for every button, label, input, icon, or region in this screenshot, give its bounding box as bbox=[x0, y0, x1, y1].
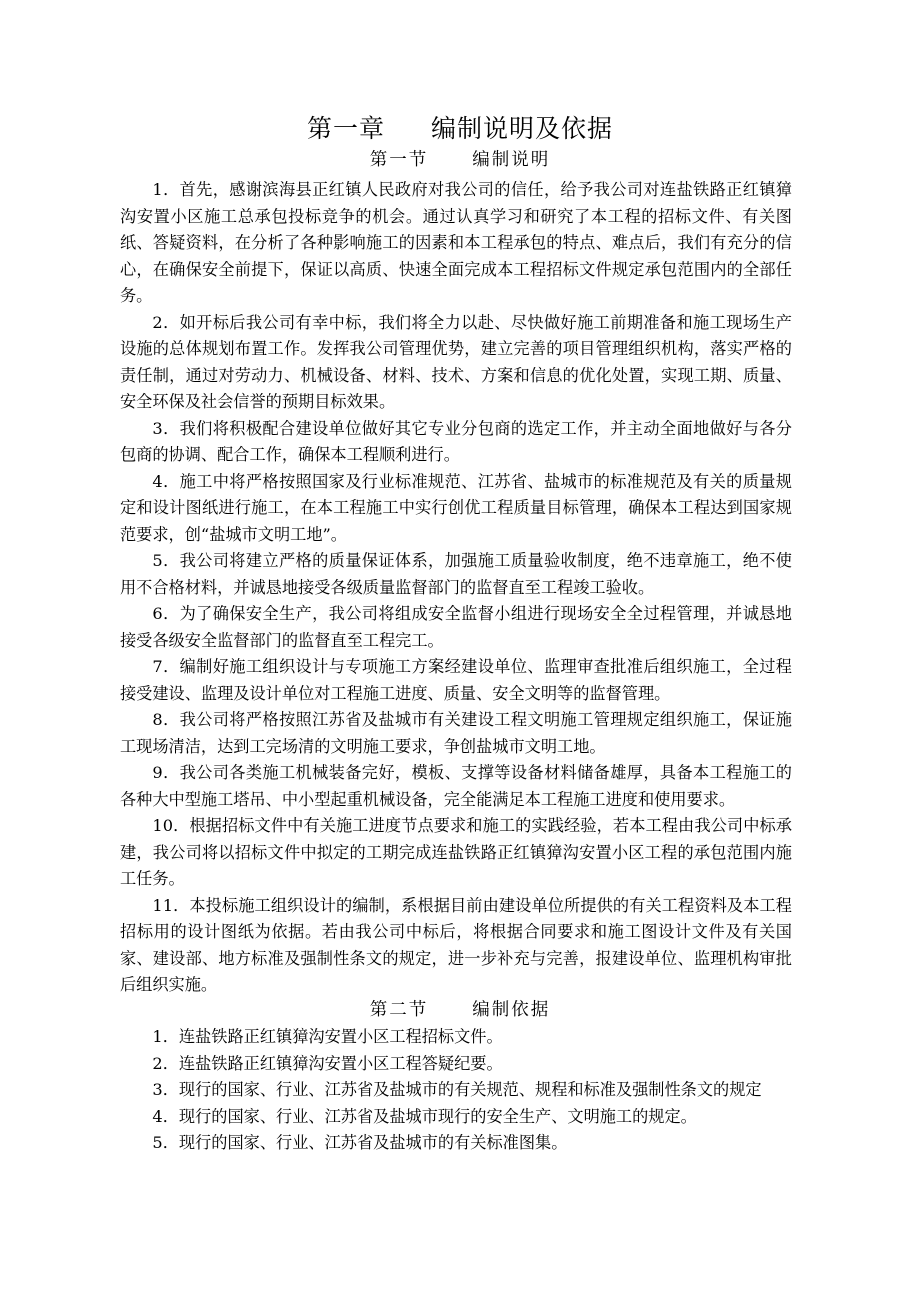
basis-item-2: 2．连盐铁路正红镇獐沟安置小区工程答疑纪要。 bbox=[152, 1053, 503, 1073]
paragraph-5: 5．我公司将建立严格的质量保证体系，加强施工质量验收制度，绝不违章施工，绝不使用不合格材料，并诚恳地接受各级质量监督部门的监督直至工程竣工验收。 bbox=[120, 551, 792, 597]
chapter-number: 第一章 bbox=[306, 114, 385, 143]
section-2-number: 第二节 bbox=[369, 1000, 429, 1020]
basis-item-5: 5．现行的国家、行业、江苏省及盐城市的有关标准图集。 bbox=[152, 1133, 568, 1152]
paragraph-11: 11．本投标施工组织设计的编制，系根据目前由建设单位所提供的有关工程资料及本工程招标用的设计图纸为依据。若由我公司中标后，将根据合同要求和施工图设计文件及有关国家、建设部、地方标准及强制性条文的规定，进一步补充与完善，报建设单位、监理机构审批后组织实施。 bbox=[120, 895, 792, 994]
chapter-title bbox=[0, 111, 920, 147]
section-1-body bbox=[120, 177, 792, 999]
paragraph-6: 6．为了确保安全生产，我公司将组成安全监督小组进行现场安全全过程管理，并诚恳地接受各级安全监督部门的监督直至工程完工。 bbox=[120, 604, 792, 650]
paragraph-10: 10．根据招标文件中有关施工进度节点要求和施工的实践经验，若本工程由我公司中标承建，我公司将以招标文件中拟定的工期完成连盐铁路正红镇獐沟安置小区工程的承包范围内施工任务。 bbox=[120, 816, 792, 888]
paragraph-8: 8．我公司将严格按照江苏省及盐城市有关建设工程文明施工管理规定组织施工，保证施工现场清洁，达到工完场清的文明施工要求，争创盐城市文明工地。 bbox=[120, 710, 792, 756]
paragraph-9: 9．我公司各类施工机械装备完好，模板、支撑等设备材料储备雄厚，具备本工程施工的各种大中型施工塔吊、中小型起重机械设备，完全能满足本工程施工进度和使用要求。 bbox=[120, 763, 792, 809]
chapter-name: 编制说明及依据 bbox=[431, 114, 614, 143]
paragraph-7: 7．编制好施工组织设计与专项施工方案经建设单位、监理审查批准后组织施工，全过程接受建设、监理及设计单位对工程施工进度、质量、安全文明等的监督管理。 bbox=[120, 657, 792, 703]
basis-item-1: 1．连盐铁路正红镇獐沟安置小区工程招标文件。 bbox=[152, 1027, 503, 1046]
section-1-title bbox=[0, 147, 920, 173]
section-1-name: 编制说明 bbox=[472, 150, 551, 170]
paragraph-2: 2．如开标后我公司有幸中标，我们将全力以赴、尽快做好施工前期准备和施工现场生产设施的总体规划布置工作。发挥我公司管理优势，建立完善的项目管理组织机构，落实严格的责任制，通过对劳动力、机械设备、材料、技术、方案和信息的优化处置，实现工期、质量、安全环保及社会信誉的预期目标效果。 bbox=[120, 312, 792, 411]
section-2-title bbox=[0, 997, 920, 1023]
paragraph-3: 3．我们将积极配合建设单位做好其它专业分包商的选定工作，并主动全面地做好与各分包商的协调、配合工作，确保本工程顺利进行。 bbox=[120, 418, 792, 464]
basis-item-4: 4．现行的国家、行业、江苏省及盐城市现行的安全生产、文明施工的规定。 bbox=[152, 1106, 697, 1126]
section-2-body bbox=[120, 1024, 792, 1157]
basis-item-3: 3．现行的国家、行业、江苏省及盐城市的有关规范、规程和标准及强制性条文的规定 bbox=[152, 1080, 762, 1099]
section-2-name: 编制依据 bbox=[472, 1000, 551, 1020]
paragraph-4: 4．施工中将严格按照国家及行业标准规范、江苏省、盐城市的标准规范及有关的质量规定和设计图纸进行施工，在本工程施工中实行创优工程质量目标管理，确保本工程达到国家规范要求，创“盐城市文明工地”。 bbox=[120, 471, 792, 544]
paragraph-1: 1．首先，感谢滨海县正红镇人民政府对我公司的信任，给予我公司对连盐铁路正红镇獐沟安置小区施工总承包投标竞争的机会。通过认真学习和研究了本工程的招标文件、有关图纸、答疑资料，在分析了各种影响施工的因素和本工程承包的特点、难点后，我们有充分的信心，在确保安全前提下，保证以高质、快速全面完成本工程招标文件规定承包范围内的全部任务。 bbox=[120, 180, 792, 305]
section-1-number: 第一节 bbox=[369, 150, 429, 170]
